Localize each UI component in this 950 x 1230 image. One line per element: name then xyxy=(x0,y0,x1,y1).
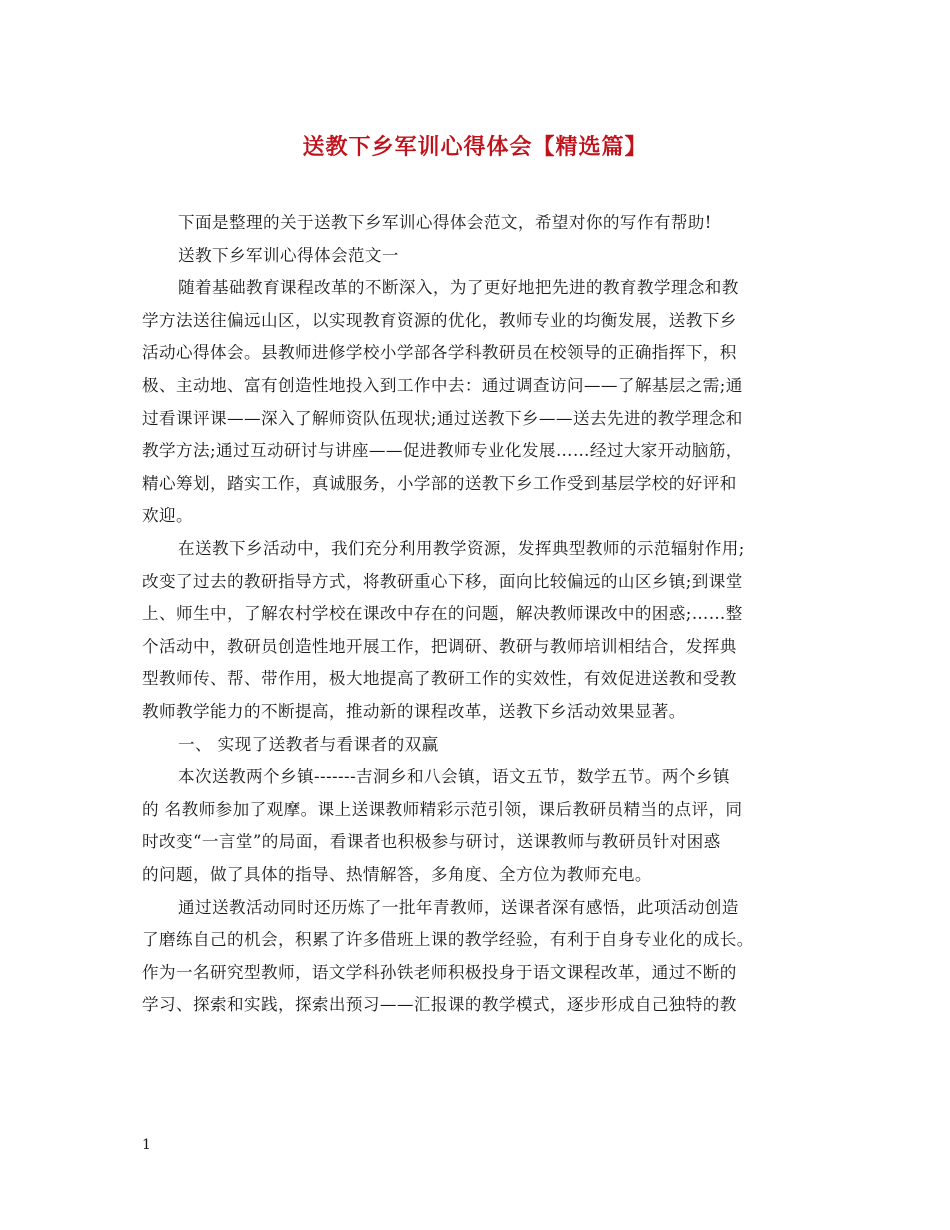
text-line: 学方法送往偏远山区，以实现教育资源的优化，教师专业的均衡发展，送教下乡 xyxy=(142,310,737,330)
text-line: 极、主动地、富有创造性地投入到工作中去：通过调查访问——了解基层之需;通 xyxy=(142,376,743,395)
text-line: 本次送教两个乡镇-------吉洞乡和八会镇，语文五节，数学五节。两个乡镇 xyxy=(178,767,730,787)
text-line: 教学方法;通过互动研讨与讲座——促进教师专业化发展……经过大家开动脑筋， xyxy=(142,441,743,461)
text-line: 欢迎。 xyxy=(142,506,193,526)
text-line: 活动心得体会。县教师进修学校小学部各学科教研员在校领导的正确指挥下，积 xyxy=(142,343,737,363)
text-line: 个活动中，教研员创造性地开展工作，把调研、教研与教师培训相结合，发挥典 xyxy=(142,636,737,656)
document-title: 送教下乡军训心得体会【精选篇】 xyxy=(302,135,648,160)
text-line: 在送教下乡活动中，我们充分利用教学资源，发挥典型教师的示范辐射作用; xyxy=(178,539,745,558)
text-line: 型教师传、帮、带作用，极大地提高了教研工作的实效性，有效促进送教和受教 xyxy=(142,669,737,689)
text-line: 通过送教活动同时还历炼了一批年青教师，送课者深有感悟，此项活动创造 xyxy=(178,897,739,917)
text-line: 教师教学能力的不断提高，推动新的课程改革，送教下乡活动效果显著。 xyxy=(142,702,686,721)
text-line: 精心筹划，踏实工作，真诚服务，小学部的送教下乡工作受到基层学校的好评和 xyxy=(142,473,737,493)
text-line: 了磨练自己的机会，积累了许多借班上课的教学经验，有利于自身专业化的成长。 xyxy=(142,930,754,950)
text-line: 作为一名研究型教师，语文学科孙铁老师积极投身于语文课程改革，通过不断的 xyxy=(142,962,737,982)
text-line: 上、师生中，了解农村学校在课改中存在的问题，解决教师课改中的困惑;……整 xyxy=(142,604,743,624)
text-line: 过看课评课——深入了解师资队伍现状;通过送教下乡——送去先进的教学理念和 xyxy=(142,408,743,428)
text-line: 的问题，做了具体的指导、热情解答，多角度、全方位为教师充电。 xyxy=(142,865,652,884)
text-line: 下面是整理的关于送教下乡军训心得体会范文，希望对你的写作有帮助! xyxy=(178,213,712,232)
text-line: 学习、探索和实践，探索出预习——汇报课的教学模式，逐步形成自己独特的教 xyxy=(142,995,737,1015)
text-line: 一、 实现了送教者与看课者的双赢 xyxy=(178,734,439,754)
text-line: 改变了过去的教研指导方式，将教研重心下移，面向比较偏远的山区乡镇;到课堂 xyxy=(142,571,743,591)
text-line: 随着基础教育课程改革的不断深入，为了更好地把先进的教育教学理念和教 xyxy=(178,278,739,298)
text-line: 的 名教师参加了观摩。课上送课教师精彩示范引领，课后教研员精当的点评，同 xyxy=(142,799,743,819)
text-line: 时改变“一言堂”的局面，看课者也积极参与研讨，送课教师与教研员针对困惑 xyxy=(142,832,721,852)
page-number: 1 xyxy=(142,1137,151,1153)
text-line: 送教下乡军训心得体会范文一 xyxy=(178,245,399,265)
